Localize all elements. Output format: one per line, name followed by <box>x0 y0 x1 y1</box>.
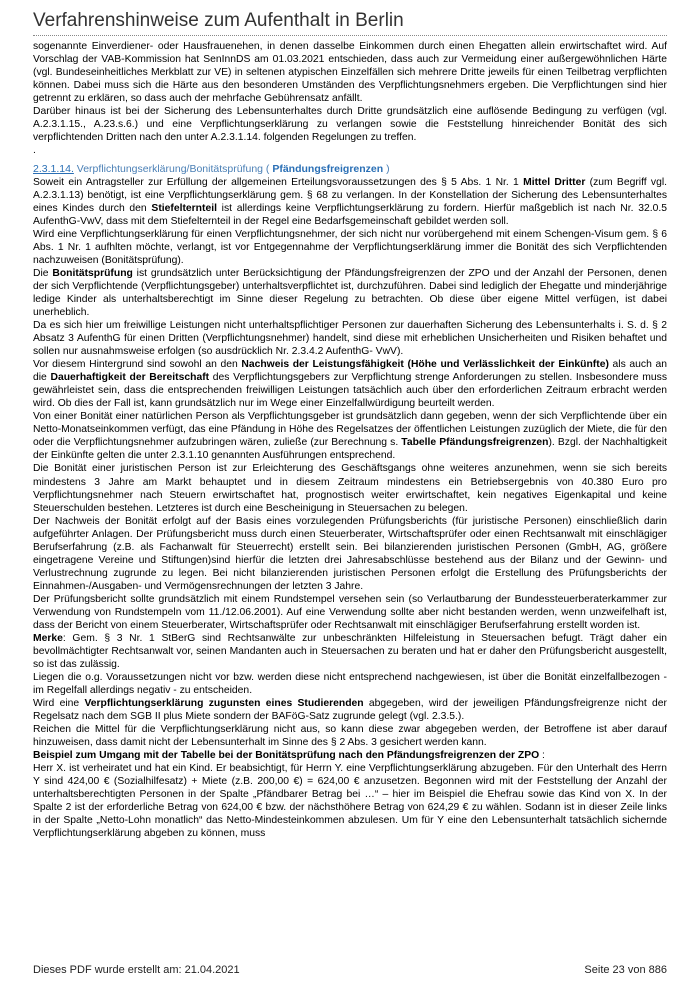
body-paragraph-4: Da es sich hier um freiwillige Leistungen nicht unterhaltspflichtiger Personen zur dauerhaften Sicherung des Lebensunterhalts i. S. d. § 2 Absatz 3 AufenthG für einen Dritten (Verpflichtungsnehmer) handelt, sind diese mit erheblichen Unsicherheiten und Risiken behaftet und sollen nur ausnahmsweise erfolgen (so ausdrücklich Nr. 2.3.4.2 AufenthG- VwV). <box>33 320 667 358</box>
body-paragraph-3: Die Bonitätsprüfung ist grundsätzlich unter Berücksichtigung der Pfändungsfreigrenzen der ZPO und der Anzahl der Personen, denen der sich Verpflichtende (Verpflichtungsgeber) unterhaltsverpflichtet ist, durchzuführen. Dabei sind lediglich der Ehegatte und minderjährige ledige Kinder als unterhaltsberechtigt im Sinne dieser Regelung zu betrachten. Ob diese über eigene Mittel verfügen, ist dabei unerheblich. <box>33 268 667 319</box>
section-number-link[interactable]: 2.3.1.14. <box>33 163 74 176</box>
pfaendungsfreigrenzen-link[interactable]: Pfändungsfreigrenzen <box>272 163 384 176</box>
page-footer <box>33 964 667 976</box>
body-paragraph-13: Reichen die Mittel für die Verpflichtungserklärung nicht aus, so kann diese zwar abgegeben werden, der Betroffene ist aber darauf hinzuweisen, dass damit nicht der Lebensunterhalt im Sinne des § 2 Abs. 3 gesichert werden kann. <box>33 723 667 748</box>
body-paragraph-2: Wird eine Verpflichtungserklärung für einen Verpflichtungsnehmer, der sich nicht nur vorübergehend mit einem Schengen-Visum gem. § 6 Abs. 1 Nr. 1 aufhlten möchte, verlangt, ist vor Entgegennahme der Verpflichtungserklärung immer die Bonität des sich Verpflichtenden nachzuweisen (Bonitätsprüfung). <box>33 229 667 267</box>
footer-page-number: Seite 23 von 886 <box>584 964 667 976</box>
footer-created-date: Dieses PDF wurde erstellt am: 21.04.2021 <box>33 964 240 976</box>
body-paragraph-1: Soweit ein Antragsteller zur Erfüllung der allgemeinen Erteilungsvoraussetzungen des § 5 Abs. 1 Nr. 1 Mittel Dritter (zum Begriff vgl. A.2.3.1.13) benötigt, ist eine Verpflichtungserklärung gem. § 68 zu verlangen. In der Konstellation der Sicherung des Lebensunterhaltes eines Kindes durch den Stiefelternteil ist allerdings keine Verpflichtungserklärung zu fordern. Hierfür maßgeblich ist nach Nr. 32.0.5 AufenthG-VwV, dass mit dem Stiefelternteil in der Regel eine Bedarfsgemeinschaft gebildet werden soll. <box>33 177 667 228</box>
document-title: Verfahrenshinweise zum Aufenthalt in Berlin <box>33 10 404 31</box>
body-paragraph-11: Liegen die o.g. Voraussetzungen nicht vor bzw. werden diese nicht entsprechend nachgewiesen, ist über die Bonität einzelfallbezogen - im Regelfall allerdings negativ - zu entscheiden. <box>33 671 667 696</box>
page-header <box>33 10 667 36</box>
document-body <box>33 40 667 840</box>
intro-paragraph-1: sogenannte Einverdiener- oder Hausfrauenehen, in denen dasselbe Einkommen durch einen Ehegatten allein erwirtschaftet wird. Auf Vorschlag der VAB-Kommission hat SenInnDS am 01.03.2021 entschieden, dass auch zur Vermeidung einer außergewöhnlichen Härte (vgl. Bundeseinheitliches Merkblatt zur VE) in seltenen atypischen Einzelfällen sich mehrere Dritte jeweils für einen Teilbetrag verpflichten können. Dabei muss sich die Härte aus den besonderen Umständen des Verpflichtungsnehmers ergeben. Die Verpflichtungen sind hier getrennt zu erklären, so dass auch der mehrfache Gebührensatz anfällt. <box>33 41 667 105</box>
body-paragraph-6: Von einer Bonität einer natürlichen Person als Verpflichtungsgeber ist grundsätzlich dann gegeben, wenn der sich Verpflichtende über ein Netto-Monatseinkommen verfügt, das eine Pfändung in Höhe des Regelsatzes der öffentlichen Leistungen zuzüglich der Miete, die für den oder die Verpflichtungsnehmer aufzubringen wären, zuließe (zur Berechnung s. Tabelle Pfändungsfreigrenzen). Bzgl. der Nachhaltigkeit der Einkünfte gelten die unter 2.3.1.10 genannten Ausführungen entsprechend. <box>33 411 668 462</box>
section-title-close: ) <box>386 163 390 176</box>
header-divider <box>33 35 667 36</box>
body-paragraph-9: Der Prüfungsbericht sollte grundsätzlich mit einem Rundstempel versehen sein (so Verlautbarung der Bundessteuerberaterkammer zur Verwendung von Rundstempeln vom 11./12.06.2001). Auf eine Verwendung sollte aber nicht bestanden werden, wenn unzweifelhaft ist, dass der Bericht von einem Steuerberater, Wirtschaftsprüfer oder Rechtsanwalt mit einschlägiger Berufserfahrung erstellt worden ist. <box>33 593 667 631</box>
intro-dot: . <box>33 145 36 157</box>
body-paragraph-12: Wird eine Verpflichtungserklärung zugunsten eines Studierenden abgegeben, wird der jeweiligen Pfändungsfreigrenze nicht der Regelsatz nach dem SGB II plus Miete sondern der BAFöG-Satz zugrunde gelegt (vgl. 2.3.5.). <box>33 697 668 722</box>
example-heading: Beispiel zum Umgang mit der Tabelle bei der Bonitätsprüfung nach den Pfändungsfreigrenzen der ZPO : <box>33 749 545 761</box>
body-paragraph-10: Merke: Gem. § 3 Nr. 1 StBerG sind Rechtsanwälte zur unbeschränkten Hilfeleistung in Steuersachen befugt. Trägt daher ein bevollmächtigter Rechtsanwalt vor, seinen Mandanten auch in Steuersachen zu beraten und hat er daher den Prüfungsbericht ausgestellt, so ist das zulässig. <box>33 632 667 670</box>
body-paragraph-7: Die Bonität einer juristischen Person ist zur Erleichterung des Geschäftsgangs ohne weiteres anzunehmen, wenn sie sich bereits mindestens 3 Jahre am Markt behauptet und in diesem Zeitraum mindestens ein Betriebsergebnis von 40.380 Euro pro Verpflichtungsnehmer nach Steuern erwirtschaftet hat, prognostisch weiter erwirtschaftet, kein negatives Eigenkapital und keine Steuerschulden bestehen. Letzteres ist durch eine Bescheinigung in Steuersachen zu belegen. <box>33 463 667 514</box>
section-title: Verpflichtungserklärung/Bonitätsprüfung ( <box>76 163 270 176</box>
example-paragraph: Herr X. ist verheiratet und hat ein Kind. Er beabsichtigt, für Herrn Y. eine Verpflichtungserklärung abzugeben. Für den Unterhalt des Herrn Y sind 424,00 € (Sozialhilfesatz) + Miete (z.B. 200,00 €) = 624,00 € anzusetzen. Begonnen wird mit der Feststellung der Anzahl der unterhaltsberechtigten Personen in der Spalte „Pfändbarer Betrag bei …“ – hier im Beispiel die Ehefrau sowie das Kind von X. In der Spalte 2 ist der erforderliche Betrag von 624,00 € bzw. der nächsthöhere Betrag von 624,29 € zu wählen. Sodann ist in dieser Zeile links in der Spalte „Netto-Lohn monatlich“ das Netto-Mindesteinkommen abzulesen. Um für Y eine den Lebensunterhalt tatsächlich sichernde Verpflichtungserklärung abgeben zu können, muss <box>33 762 667 839</box>
intro-paragraph-2: Darüber hinaus ist bei der Sicherung des Lebensunterhaltes durch Dritte grundsätzlich eine auflösende Bedingung zu verfügen (vgl. A.2.3.1.15., A.23.s.6.) und eine Verpflichtungserklärung zu verlangen sowie die Feststellung hinreichender Bonität des sich verpflichtenden Dritten nach den unter A.2.3.1.14. folgenden Regelungen zu treffen. <box>33 106 667 144</box>
section-heading <box>33 163 667 176</box>
body-paragraph-8: Der Nachweis der Bonität erfolgt auf der Basis eines vorzulegenden Prüfungsberichts (für juristische Personen) einschließlich darin aufgeführter Anlagen. Der Prüfungsbericht muss durch einen Steuerberater, Wirtschaftsprüfer oder einen Rechtsanwalt mit einschlägiger Berufserfahrung (z.B. als Fachanwalt für Steuerrecht) erstellt sein. Bei bilanzierenden juristischen Personen (GmbH, AG, größere eingetragene Vereine und Stiftungen)sind hierfür die letzten drei Jahresabschlüsse bestehend aus der Bilanz und der Gewinn- und Verlustrechnung zugrunde zu legen. Bei nicht bilanzierenden juristischen Personen erfolgt die Erstellung des Prüfungsberichts der Einnahmen-/Ausgaben- und Vermögensrechnungen der letzten 3 Jahre. <box>33 515 667 592</box>
body-paragraph-5: Vor diesem Hintergrund sind sowohl an den Nachweis der Leistungsfähigkeit (Höhe und Verlässlichkeit der Einkünfte) als auch an die Dauerhaftigkeit der Bereitschaft des Verpflichtungsgebers zur Verpflichtung strenge Anforderungen zu stellen. Insbesondere muss gewährleistet sein, dass die entsprechenden freiwilligen Leistungen tatsächlich auch über den erforderlichen Zeitraum erbracht werden wird. Ob dies der Fall ist, kann grundsätzlich nur im Wege einer Einzelfallwürdigung beurteilt werden. <box>33 359 667 410</box>
